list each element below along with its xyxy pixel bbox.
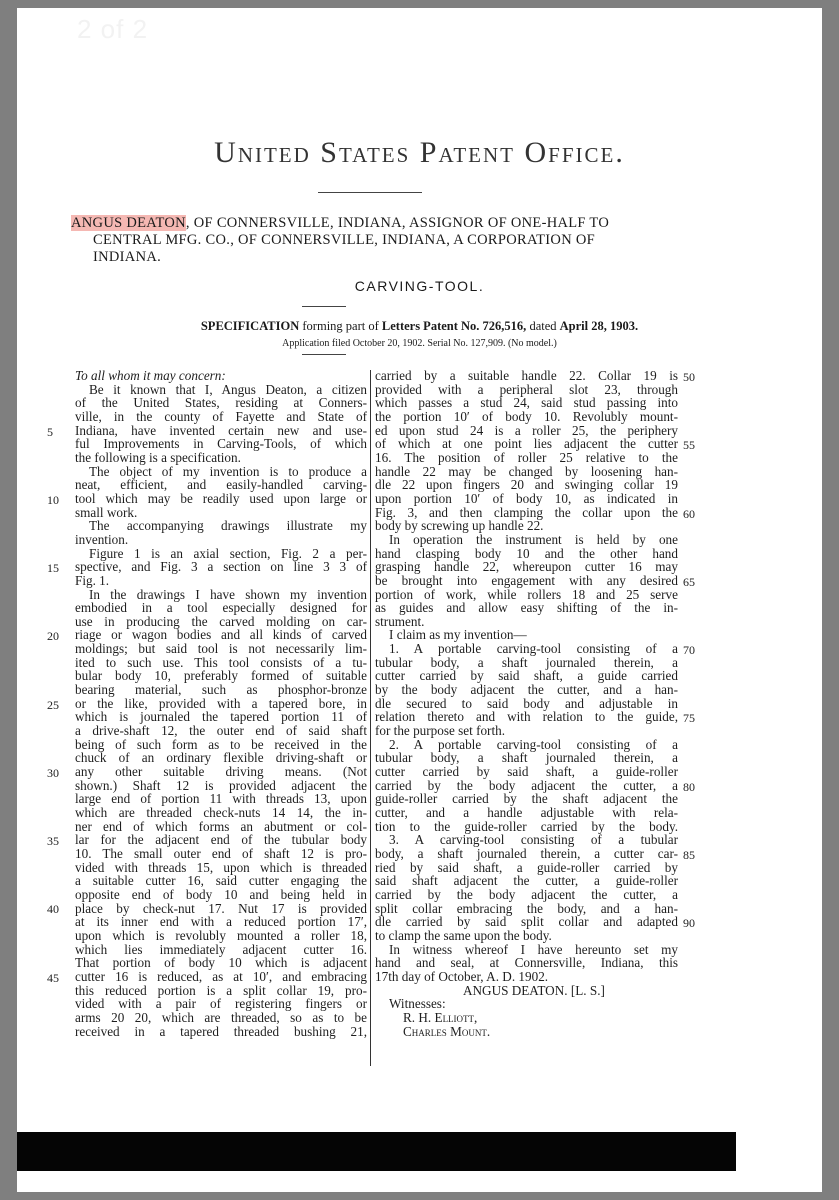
text-line: tubular body, a shaft journaled therein, a xyxy=(375,750,678,766)
line-number: 50 xyxy=(683,370,695,384)
text-line: split collar embracing the body, and a han- xyxy=(375,900,678,916)
text-line: That portion of body 10 which is adjacent xyxy=(75,955,367,971)
text-line: of the United States, residing at Conners- xyxy=(75,395,367,411)
text-line: shown.) Shaft 12 is provided adjacent the xyxy=(75,777,367,793)
text-line: Fig. 3, and then clamping the collar upon the xyxy=(375,504,678,520)
text-line: Fig. 1. xyxy=(75,572,110,588)
text-line: neat, efficient, and easily-handled carving- xyxy=(75,477,367,493)
line-number: 35 xyxy=(47,834,59,849)
text-line: carried by a suitable handle 22. Collar 19 is xyxy=(375,368,678,383)
inventor-line: CENTRAL MFG. CO., OF CONNERSVILLE, INDIANA, A CORPORATION OF xyxy=(93,232,596,248)
redaction-bar xyxy=(17,1132,736,1171)
text-line: or the like, provided with a tapered bore, in xyxy=(75,695,367,711)
invention-title: CARVING-TOOL. xyxy=(354,278,485,294)
text-line: which passes a stud 24, said stud passing into xyxy=(375,395,678,411)
text-line: vided with a pair of registering fingers or xyxy=(75,996,367,1012)
text-line: provided with a peripheral slot 23, through xyxy=(375,381,678,397)
line-number: 5 xyxy=(47,424,53,439)
text-line: bular body 10, preferably formed of suitable xyxy=(75,668,367,684)
text-line: upon which is revolubly mounted a roller 18, xyxy=(75,927,367,943)
text-line: arms 20 20, which are threaded, so as to be xyxy=(75,1009,367,1025)
text-line: to clamp the same upon the body. xyxy=(375,927,552,943)
text-line: hand and seal, at Connersville, Indiana, this xyxy=(375,955,678,971)
text-line: upon portion 10′ of body 10, as indicated in xyxy=(375,490,678,506)
text-line: the following is a specification. xyxy=(75,449,241,465)
line-number: 85 xyxy=(683,847,695,862)
text-line: In witness whereof I have hereunto set my xyxy=(389,941,678,957)
text-line: Charles Mount. xyxy=(403,1023,491,1039)
patent-number: Letters Patent No. 726,516, xyxy=(381,319,527,333)
text-line: In the drawings I have shown my invention xyxy=(89,586,367,602)
inventor-block xyxy=(71,215,691,266)
line-number: 80 xyxy=(683,779,695,794)
text-line: small work. xyxy=(75,504,138,520)
right-column xyxy=(375,369,678,1038)
text-line: cutter carried by said shaft, a guide-roller xyxy=(375,764,678,780)
text-line: any other suitable driving means. (Not xyxy=(75,764,367,780)
text-line: invention. xyxy=(75,531,129,547)
text-line: To all whom it may concern: xyxy=(75,368,226,383)
text-line: The accompanying drawings illustrate my xyxy=(89,518,367,534)
line-number: 20 xyxy=(47,629,59,644)
column-divider xyxy=(370,370,371,1066)
text-line: carried by the body adjacent the cutter, a xyxy=(375,777,678,793)
text-line: 10. The small outer end of shaft 12 is pro- xyxy=(75,845,367,861)
text-line: The object of my invention is to produce a xyxy=(89,463,367,479)
line-number: 70 xyxy=(683,643,695,657)
text-line: ner end of which forms an abutment or col- xyxy=(75,818,367,834)
text-line: vided with threads 15, upon which is threaded xyxy=(75,859,367,875)
text-line: lar for the adjacent end of the tubular body xyxy=(75,832,367,848)
line-number: 30 xyxy=(47,765,59,780)
text-line: embodied in a tool especially designed for xyxy=(75,600,367,616)
text-line: body by screwing up handle 22. xyxy=(375,518,544,534)
text-line: 2. A portable carving-tool consisting of a xyxy=(389,736,678,752)
line-number: 45 xyxy=(47,970,59,985)
text-line: ville, in the county of Fayette and State of xyxy=(75,408,367,424)
highlighted-inventor-name[interactable]: ANGUS DEATON xyxy=(71,215,186,231)
inventor-line: INDIANA. xyxy=(93,249,162,265)
text-line: cutter 16 is reduced, as at 10′, and embracing xyxy=(75,968,367,984)
text-line: bearing material, such as phosphor-bronze xyxy=(75,682,367,698)
text-line: received in a tapered threaded bushing 21, xyxy=(75,1023,367,1039)
text-line: hand clasping body 10 and the other hand xyxy=(375,545,678,561)
text-line: tool which may be readily used upon large or xyxy=(75,490,367,506)
spec-text: forming part of xyxy=(299,319,382,333)
text-line: portion of work, while rollers 18 and 25 serve xyxy=(375,586,678,602)
text-line: as guides and allow easy shifting of the in- xyxy=(375,600,678,616)
text-line: for the purpose set forth. xyxy=(375,723,506,739)
text-line: ful Improvements in Carving-Tools, of which xyxy=(75,436,367,452)
text-line: chuck of an ordinary flexible driving-shaft or xyxy=(75,750,367,766)
text-line: this reduced portion is a split collar 19, pro- xyxy=(75,982,367,998)
patent-page xyxy=(17,8,822,1192)
text-line: large end of portion 11 with threads 13, upon xyxy=(75,791,367,807)
text-line: riage or wagon bodies and all kinds of carved xyxy=(75,627,367,643)
line-number: 90 xyxy=(683,916,695,930)
line-number: 25 xyxy=(47,697,59,712)
text-line: guide-roller carried by the shaft adjacent the xyxy=(375,791,678,807)
text-line: a suitable cutter 16, said cutter engaging the xyxy=(75,873,367,889)
text-line: said shaft adjacent the cutter, a guide-roller xyxy=(375,873,678,889)
text-line: tubular body, a shaft journaled therein, a xyxy=(375,654,678,670)
text-line: handle 22 may be changed by loosening han- xyxy=(375,463,678,479)
text-line: ed upon stud 24 is a roller 25, the periphery xyxy=(375,422,678,438)
text-line: opposite end of body 10 and being held in xyxy=(75,886,367,902)
text-line: Figure 1 is an axial section, Fig. 2 a per- xyxy=(89,545,367,561)
text-line: 3. A carving-tool consisting of a tubular xyxy=(389,832,678,848)
spec-label: SPECIFICATION xyxy=(200,319,300,333)
text-line: spective, and Fig. 3 a section on line 3 3 of xyxy=(75,559,367,575)
text-line: strument. xyxy=(375,613,425,629)
text-line: 1. A portable carving-tool consisting of a xyxy=(389,641,678,657)
line-number: 10 xyxy=(47,492,59,507)
line-number: 40 xyxy=(47,902,59,917)
text-line: a drive-shaft 12, the outer end of said shaft xyxy=(75,723,367,739)
line-number: 55 xyxy=(683,438,695,453)
text-line: 16. The position of roller 25 relative to the xyxy=(375,449,678,465)
text-line: tion to the guide-roller carried by the body. xyxy=(375,818,678,834)
page-count-watermark: 2 of 2 xyxy=(77,14,149,44)
text-line: cutter carried by said shaft, a guide carried xyxy=(375,668,678,684)
line-number: 75 xyxy=(683,711,695,726)
line-number: 15 xyxy=(47,561,59,576)
text-line: I claim as my invention— xyxy=(389,627,527,643)
text-line: ited to such use. This tool consists of a tu- xyxy=(75,654,367,670)
divider xyxy=(318,192,422,193)
text-line: Be it known that I, Angus Deaton, a citizen xyxy=(89,381,367,397)
text-line: the portion 10′ of body 10. Revolubly mount- xyxy=(375,408,678,424)
text-line: R. H. Elliott, xyxy=(403,1009,478,1025)
text-line: which lies immediately adjacent cutter 16. xyxy=(75,941,367,957)
line-number: 65 xyxy=(683,574,695,589)
text-line: which are threaded check-nuts 14 14, the in- xyxy=(75,805,367,820)
divider xyxy=(302,354,346,355)
specification-line xyxy=(17,319,822,334)
text-line: carried by the body adjacent the cutter, a xyxy=(375,886,678,902)
text-line: ried by said shaft, a guide-roller carried by xyxy=(375,859,678,875)
text-line: dle 22 upon fingers 20 and swinging collar 19 xyxy=(375,477,678,493)
text-line: being of such form as to be received in the xyxy=(75,736,367,752)
line-number: 60 xyxy=(683,506,695,521)
text-line: grasping handle 22, whereupon cutter 16 may xyxy=(375,559,678,575)
text-line: relation thereto and with relation to the guide, xyxy=(375,709,678,725)
text-line: by the body adjacent the cutter, and a han- xyxy=(375,682,678,698)
text-line: body, a shaft journaled therein, a cutter car- xyxy=(375,845,678,861)
text-line: at its inner end with a reduced portion 17′, xyxy=(75,914,367,930)
text-line: cutter, and a handle adjustable with rela- xyxy=(375,805,678,820)
text-line: 17th day of October, A. D. 1902. xyxy=(375,968,549,984)
divider xyxy=(302,306,346,307)
text-line: dle carried by said split collar and adapted xyxy=(375,914,678,930)
text-line: place by check-nut 17. Nut 17 is provided xyxy=(75,900,367,916)
text-line: dle secured to said body and adjustable in xyxy=(375,695,678,711)
text-line: Indiana, have invented certain new and use- xyxy=(75,422,367,438)
text-line: use in producing the carved molding on car- xyxy=(75,613,367,629)
office-title: United States Patent Office. xyxy=(214,136,625,169)
application-line: Application filed October 20, 1902. Serial No. 127,909. (No model.) xyxy=(282,338,557,349)
text-line: which is journaled the tapered portion 11 of xyxy=(75,709,367,725)
text-line: of which at one point lies adjacent the cutter xyxy=(375,436,678,452)
text-line: Witnesses: xyxy=(389,996,446,1012)
inventor-line: , OF CONNERSVILLE, INDIANA, ASSIGNOR OF ONE-HALF TO xyxy=(185,215,610,231)
text-line: ANGUS DEATON. [L. S.] xyxy=(463,982,605,998)
spec-text: dated xyxy=(526,319,560,333)
patent-date: April 28, 1903. xyxy=(559,319,639,333)
text-line: In operation the instrument is held by one xyxy=(389,531,678,547)
text-line: moldings; but said tool is not necessarily lim- xyxy=(75,641,367,657)
left-column xyxy=(75,369,367,1038)
text-line: be brought into engagement with any desired xyxy=(375,572,678,588)
